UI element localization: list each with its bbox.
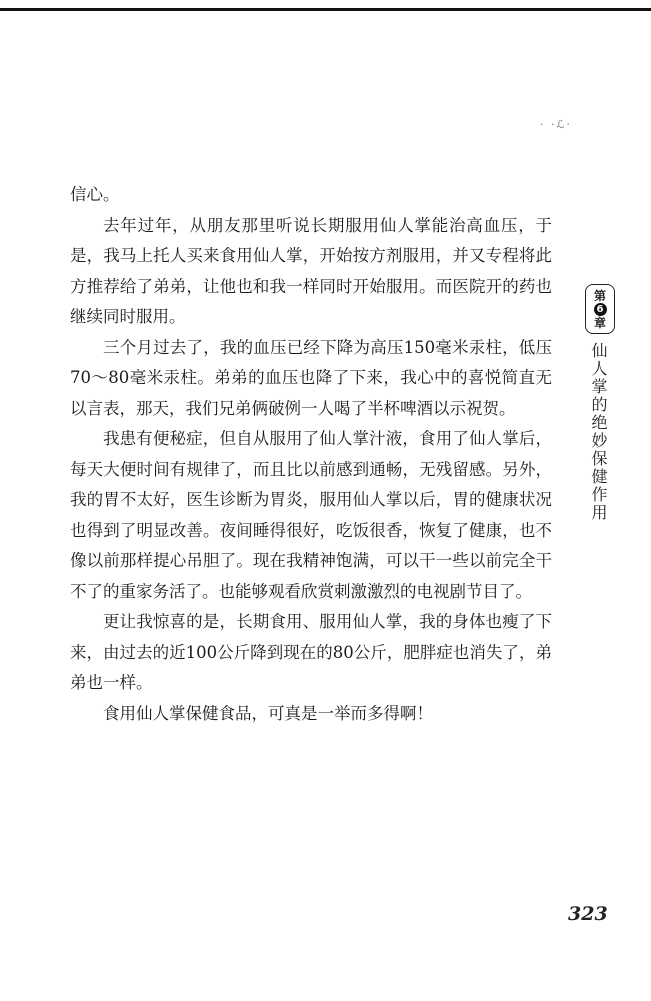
paragraph-blood-pressure-start: 去年过年，从朋友那里听说长期服用仙人掌能治高血压，于是，我马上托人买来食用仙人掌，开始按方剂服用，并又专程将此方推荐给了弟弟，让他也和我一样同时开始服用。而医院开的药也继续同时服用。 (70, 215, 552, 326)
page-number: 323 (568, 903, 608, 925)
chapter-side-title: 仙人掌的绝妙保健作用 (589, 342, 608, 522)
chapter-tab (585, 284, 615, 334)
paragraph-three-months: 三个月过去了，我的血压已经下降为高压150毫米汞柱，低压70～80毫米汞柱。弟弟的血压也降了下来，我心中的喜悦简直无以言表，那天，我们兄弟俩破例一人喝了半杯啤酒以示祝贺。 (70, 337, 552, 418)
chapter-tab-suffix: 章 (593, 315, 606, 330)
paragraph-conclusion: 食用仙人掌保健食品，可真是一举而多得啊！ (103, 703, 433, 723)
paragraph-weight-loss: 更让我惊喜的是，长期食用、服用仙人掌，我的身体也瘦了下来，由过去的近100公斤降到现在的80公斤，肥胖症也消失了，弟弟也一样。 (70, 612, 552, 692)
chapter-tab-prefix: 第 (593, 288, 606, 303)
chapter-number-badge: 6 (594, 303, 607, 316)
paragraph-continuation: 信心。 (70, 185, 120, 204)
body-text (70, 180, 552, 729)
corner-mark: · ·ℒ· (540, 118, 572, 131)
top-rule (0, 8, 651, 11)
paragraph-constipation: 我患有便秘症，但自从服用了仙人掌汁液，食用了仙人掌后，每天大便时间有规律了，而且比以前感到通畅，无残留感。另外，我的胃不太好，医生诊断为胃炎，服用仙人掌以后，胃的健康状况也得到了明显改善。夜间睡得很好，吃饭很香，恢复了健康，也不像以前那样提心吊胆了。现在我精神饱满，可以干一些以前完全干不了的重家务活了。也能够观看欣赏刺激激烈的电视剧节目了。 (70, 429, 552, 601)
